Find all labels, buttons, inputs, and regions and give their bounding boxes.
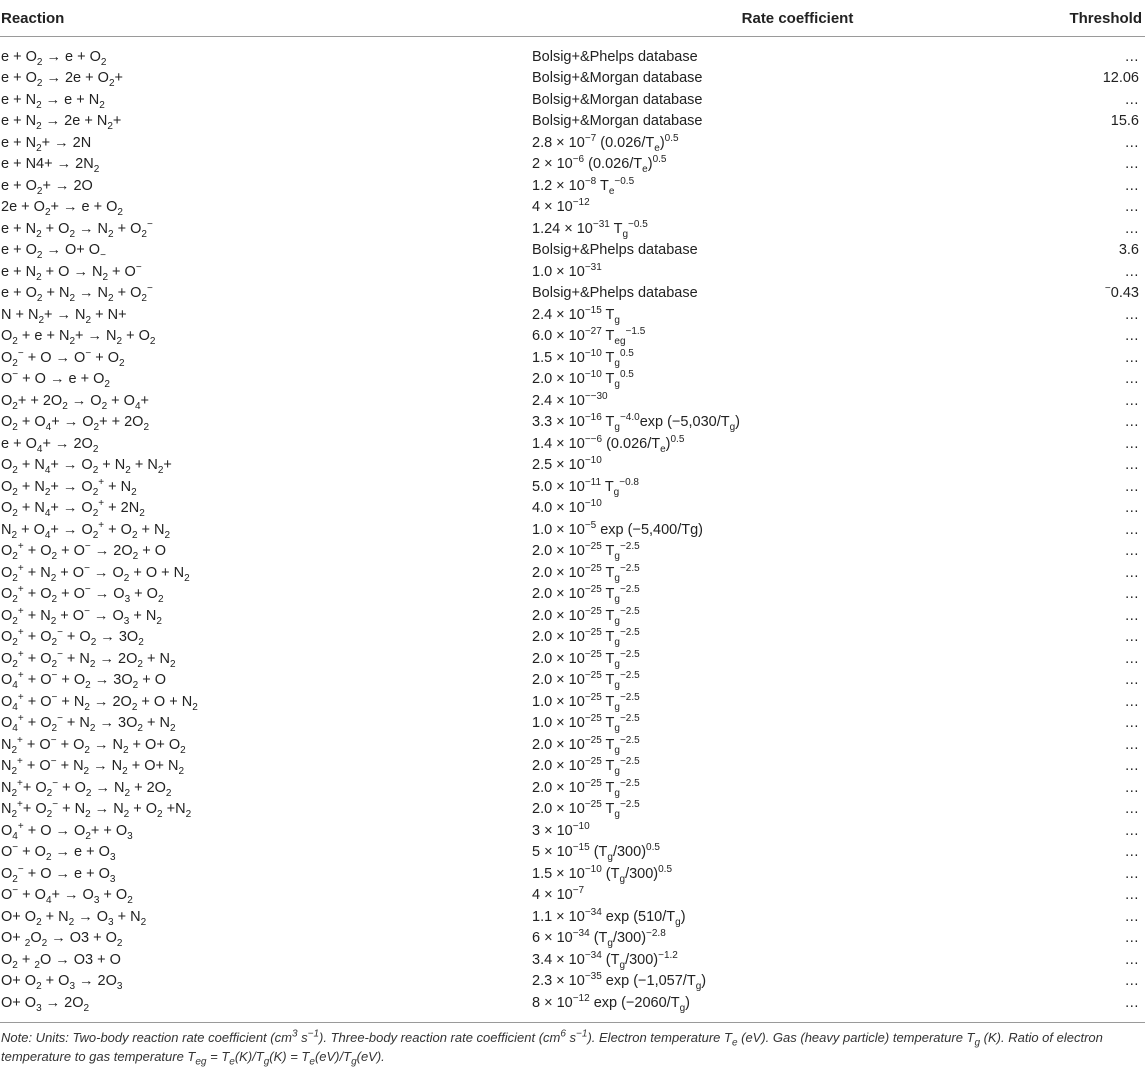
reaction-cell: $e + N4+ \to 2N_2$: [1, 156, 100, 176]
threshold-cell: …: [1124, 586, 1139, 603]
reaction-cell: $O+ O_2 + O_3 \to 2O_3$: [1, 973, 123, 993]
reaction-cell: $O_2 + _2O \to O3 + O$: [1, 951, 121, 971]
table-row: [0, 756, 1145, 778]
table-row: [0, 412, 1145, 434]
table-row: [0, 433, 1145, 455]
table-row: [0, 971, 1145, 993]
reaction-cell: $e + O_2 + N_2 \to N_2 + O_2^-$: [1, 283, 153, 305]
table-row: [0, 455, 1145, 477]
table-row: [0, 713, 1145, 735]
table-row: [0, 562, 1145, 584]
threshold-cell: …: [1124, 844, 1139, 861]
rate-coefficient-cell: $1.0 \times 10^{-31}$: [532, 261, 602, 280]
threshold-cell: …: [1124, 48, 1139, 65]
table-row: [0, 734, 1145, 756]
threshold-cell: …: [1124, 951, 1139, 968]
table-note: Note: Units: Two-body reaction rate coefficient ($cm^3$ $s^{-1}$). Three-body reaction rate coefficient ($cm^6$ $s^{-1}$). Electron temperature $T_e$ (eV). Gas (heavy particle) temperature $T_g$ (K). Ratio of electron temperature to gas temperature $T_{eg} = T_e(K)/T_g(K) = T_e(eV)/T_g(eV)$.: [1, 1028, 1103, 1068]
reaction-cell: $O_2^+ + N_2 + O^- \to O_2 + O + N_2$: [1, 562, 190, 584]
reaction-cell: $e + O_2 \to O+ O_-$: [1, 242, 106, 262]
rate-coefficient-cell: $2.0 \times 10^{-25}$ $T_g^{-2.5}$: [532, 648, 640, 670]
reaction-cell: $N_2^+ + O^- + N_2 \to N_2 + O+ N_2$: [1, 756, 185, 778]
threshold-cell: …: [1124, 887, 1139, 904]
reaction-cell: $O_2^- + O \to O^- + O_2$: [1, 347, 125, 369]
rate-coefficient-cell: $8 \times 10^{-12}$ $\exp (-2060/T_g)$: [532, 992, 690, 1014]
table-row: [0, 777, 1145, 799]
reaction-cell: $O+ O_2 + N_2 \to O_3 + N_2$: [1, 908, 147, 928]
table-row: [0, 89, 1145, 111]
reaction-cell: $O_2^+ + O_2 + O^- \to 2O_2 + O$: [1, 541, 166, 563]
threshold-cell: …: [1124, 865, 1139, 882]
rate-coefficient-cell: $3 \times 10^{-10}$: [532, 820, 590, 839]
table-row: [0, 992, 1145, 1014]
table-row: [0, 476, 1145, 498]
table-row: [0, 648, 1145, 670]
threshold-cell: …: [1124, 91, 1139, 108]
threshold-cell: …: [1124, 930, 1139, 947]
threshold-cell: …: [1124, 521, 1139, 538]
rate-coefficient-cell: $4 \times 10^{-7}$: [532, 885, 585, 904]
reaction-cell: $O^- + O_2 \to e + O_3$: [1, 842, 116, 864]
rate-coefficient-cell: $1.5 \times 10^{-10}$ $T_g^{0.5}$: [532, 347, 634, 369]
reaction-cell: $O^- + O_4+ \to O_3 + O_2$: [1, 885, 133, 907]
table-row: [0, 283, 1145, 305]
threshold-cell: …: [1124, 328, 1139, 345]
table-row: [0, 820, 1145, 842]
threshold-cell: …: [1124, 994, 1139, 1011]
reaction-cell: $e + N_2 \to 2e + N_2+$: [1, 113, 122, 133]
threshold-cell: …: [1124, 629, 1139, 646]
rate-coefficient-cell: $1.0 \times 10^{-25}$ $T_g^{-2.5}$: [532, 691, 640, 713]
table-row: [0, 390, 1145, 412]
reaction-cell: $O_4^+ + O^- + N_2 \to 2O_2 + O + N_2$: [1, 691, 198, 713]
table-row: [0, 304, 1145, 326]
rate-coefficient-cell: $2.0 \times 10^{-25}$ $T_g^{-2.5}$: [532, 777, 640, 799]
threshold-cell: …: [1124, 500, 1139, 517]
rate-coefficient-cell: $2.4 \times 10^{--30}$: [532, 390, 608, 409]
threshold-cell: …: [1124, 801, 1139, 818]
table-row: [0, 799, 1145, 821]
reaction-cell: $O_4^+ + O_2^- + N_2 \to 3O_2 + N_2$: [1, 713, 176, 735]
threshold-cell: 12.06: [1102, 70, 1139, 87]
reaction-cell: $e + N_2 \to e + N_2$: [1, 91, 105, 111]
rate-coefficient-cell: $2 \times 10^{-6}$ $(0.026/T_e)^{0.5}$: [532, 154, 667, 176]
table-row: [0, 519, 1145, 541]
reaction-cell: $N_2^+ + O^- + O_2 \to N_2 + O+ O_2$: [1, 734, 186, 756]
reaction-cell: $O_2 + e + N_2+ \to N_2 + O_2$: [1, 328, 156, 348]
table-row: [0, 627, 1145, 649]
rate-coefficient-cell: $1.4 \times 10^{--6}$ $(0.026/T_e)^{0.5}$: [532, 433, 685, 455]
threshold-cell: …: [1124, 693, 1139, 710]
threshold-cell: …: [1124, 779, 1139, 796]
threshold-cell: …: [1124, 478, 1139, 495]
rate-coefficient-cell: $5 \times 10^{-15}$ $(T_g/300)^{0.5}$: [532, 842, 660, 864]
rate-coefficient-cell: Bolsig+&Morgan database: [532, 113, 703, 130]
table-row: [0, 369, 1145, 391]
threshold-cell: …: [1124, 349, 1139, 366]
table-row: [0, 154, 1145, 176]
rate-coefficient-cell: $2.8 \times 10^{-7}$ $(0.026/T_e)^{0.5}$: [532, 132, 679, 154]
reaction-cell: $e + N_2 + O_2 \to N_2 + O_2^-$: [1, 218, 153, 240]
table-header: [0, 0, 1145, 37]
reaction-cell: $e + N_2+ \to 2N$: [1, 134, 92, 154]
rate-coefficient-cell: $4.0 \times 10^{-10}$: [532, 498, 602, 517]
rate-coefficient-cell: $3.3 \times 10^{-16}$ $T_g^{-4.0}\exp$ $(-5,030/T_g)$: [532, 412, 740, 434]
rate-coefficient-cell: $2.0 \times 10^{-25}$ $T_g^{-2.5}$: [532, 584, 640, 606]
rate-coefficient-cell: Bolsig+&Phelps database: [532, 285, 698, 302]
rate-coefficient-cell: $2.5 \times 10^{-10}$: [532, 455, 602, 474]
threshold-cell: 15.6: [1110, 113, 1139, 130]
table-row: [0, 46, 1145, 68]
reaction-cell: $e + O_4+ \to 2O_2$: [1, 435, 99, 455]
rate-coefficient-cell: $2.0 \times 10^{-25}$ $T_g^{-2.5}$: [532, 627, 640, 649]
threshold-cell: …: [1124, 199, 1139, 216]
reaction-cell: $O_2 + N_2+ \to O_2^+ + N_2$: [1, 476, 137, 498]
reaction-cell: $N_2^++ O_2^- + O_2 \to N_2 + 2O_2$: [1, 777, 172, 799]
threshold-cell: …: [1124, 414, 1139, 431]
threshold-cell: …: [1124, 371, 1139, 388]
header-reaction: Reaction: [0, 0, 530, 37]
table-row: [0, 842, 1145, 864]
table-row: [0, 132, 1145, 154]
threshold-cell: …: [1124, 758, 1139, 775]
reaction-cell: $2e + O_2+ \to e + O_2$: [1, 199, 123, 219]
reaction-cell: $e + N_2 + O \to N_2 + O^-$: [1, 261, 142, 283]
rate-coefficient-cell: $6.0 \times 10^{-27}$ $T_{eg}^{-1.5}$: [532, 326, 646, 348]
rate-coefficient-cell: $1.1 \times 10^{-34}$ $\exp (510/T_g)$: [532, 906, 686, 928]
rate-coefficient-cell: $2.0 \times 10^{-25}$ $T_g^{-2.5}$: [532, 541, 640, 563]
table-row: [0, 240, 1145, 262]
table-row: [0, 111, 1145, 133]
header-threshold: Threshold: [1065, 0, 1145, 37]
table-row: [0, 541, 1145, 563]
threshold-cell: …: [1124, 543, 1139, 560]
threshold-cell: …: [1124, 220, 1139, 237]
reaction-cell: $O^- + O \to e + O_2$: [1, 369, 110, 391]
reaction-cell: $O_2^+ + O_2^- + O_2 \to 3O_2$: [1, 627, 144, 649]
reaction-cell: $N_2^++ O_2^- + N_2 \to N_2 + O_2 +N_2$: [1, 799, 192, 821]
reaction-cell: $O+ O_3 \to 2O_2$: [1, 994, 90, 1014]
threshold-cell: …: [1124, 435, 1139, 452]
table-row: [0, 906, 1145, 928]
threshold-cell: …: [1124, 306, 1139, 323]
table-row: [0, 605, 1145, 627]
threshold-cell: …: [1124, 134, 1139, 151]
threshold-cell: …: [1124, 672, 1139, 689]
table-row: [0, 691, 1145, 713]
threshold-cell: …: [1124, 908, 1139, 925]
table-row: [0, 670, 1145, 692]
table-row: [0, 175, 1145, 197]
table-row: [0, 68, 1145, 90]
table-row: [0, 347, 1145, 369]
reaction-cell: $e + O_2+ \to 2O$: [1, 177, 93, 197]
threshold-cell: …: [1124, 564, 1139, 581]
rate-coefficient-cell: $2.0 \times 10^{-25}$ $T_g^{-2.5}$: [532, 670, 640, 692]
threshold-cell: …: [1124, 973, 1139, 990]
reaction-cell: $N_2 + O_4+ \to O_2^+ + O_2 + N_2$: [1, 519, 171, 541]
rate-coefficient-cell: $2.0 \times 10^{-25}$ $T_g^{-2.5}$: [532, 756, 640, 778]
rate-coefficient-cell: $2.0 \times 10^{-25}$ $T_g^{-2.5}$: [532, 799, 640, 821]
reaction-cell: $O_2^+ + O_2 + O^- \to O_3 + O_2$: [1, 584, 164, 606]
rate-coefficient-cell: $2.4 \times 10^{-15}$ $T_g$: [532, 304, 620, 326]
rate-coefficient-cell: $2.0 \times 10^{-25}$ $T_g^{-2.5}$: [532, 605, 640, 627]
table-row: [0, 885, 1145, 907]
table-body: [0, 37, 1145, 1023]
threshold-cell: …: [1124, 457, 1139, 474]
rate-coefficient-cell: Bolsig+&Morgan database: [532, 91, 703, 108]
threshold-cell: …: [1124, 263, 1139, 280]
rate-coefficient-cell: $5.0 \times 10^{-11}$ $T_g^{-0.8}$: [532, 476, 639, 498]
table-row: [0, 498, 1145, 520]
rate-coefficient-cell: $2.0 \times 10^{-25}$ $T_g^{-2.5}$: [532, 734, 640, 756]
threshold-cell: …: [1124, 392, 1139, 409]
table-row: [0, 218, 1145, 240]
rate-coefficient-cell: $6 \times 10^{-34}$ $(T_g/300)^{-2.8}$: [532, 928, 666, 950]
rate-coefficient-cell: $1.5 \times 10^{-10}$ $(T_g/300)^{0.5}$: [532, 863, 673, 885]
table-row: [0, 949, 1145, 971]
table-row: [0, 261, 1145, 283]
threshold-cell: …: [1124, 822, 1139, 839]
threshold-cell: …: [1124, 177, 1139, 194]
threshold-cell: −0.43: [1104, 283, 1139, 302]
reaction-cell: $O_4^+ + O \to O_2+ + O_3$: [1, 820, 133, 842]
header-rate-coefficient: Rate coefficient: [530, 0, 1065, 37]
rate-coefficient-cell: $1.0 \times 10^{-25}$ $T_g^{-2.5}$: [532, 713, 640, 735]
reaction-cell: $O_2+ + 2O_2 \to O_2 + O_4+$: [1, 392, 149, 412]
table-row: [0, 197, 1145, 219]
rate-coefficient-cell: $3.4 \times 10^{-34}$ $(T_g/300)^{-1.2}$: [532, 949, 678, 971]
reaction-cell: $O_2 + N_4+ \to O_2 + N_2 + N_2+$: [1, 457, 172, 477]
rate-coefficient-cell: $1.24 \times 10^{-31}$ $T_g^{-0.5}$: [532, 218, 648, 240]
reaction-cell: $O+ _2O_2 \to O3 + O_2$: [1, 930, 123, 950]
rate-coefficient-cell: $1.0 \times 10^{-5}$ exp (−5,400/Tg): [532, 519, 704, 538]
rate-coefficient-cell: $2.0 \times 10^{-25}$ $T_g^{-2.5}$: [532, 562, 640, 584]
reaction-cell: $O_4^+ + O^- + O_2 \to 3O_2 + O$: [1, 670, 166, 692]
rate-coefficient-cell: Bolsig+&Phelps database: [532, 242, 698, 259]
threshold-cell: …: [1124, 715, 1139, 732]
reaction-cell: $e + O_2 \to 2e + O_2+$: [1, 70, 123, 90]
reaction-cell: $O_2^+ + N_2 + O^- \to O_3 + N_2$: [1, 605, 162, 627]
rate-coefficient-cell: Bolsig+&Phelps database: [532, 48, 698, 65]
rate-coefficient-cell: Bolsig+&Morgan database: [532, 70, 703, 87]
reaction-cell: $O_2 + N_4+ \to O_2^+ + 2N_2$: [1, 498, 145, 520]
rate-coefficient-cell: $2.0 \times 10^{-10}$ $T_g^{0.5}$: [532, 369, 634, 391]
threshold-cell: 3.6: [1118, 242, 1139, 259]
rate-coefficient-cell: $4 \times 10^{-12}$: [532, 197, 590, 216]
threshold-cell: …: [1124, 650, 1139, 667]
rate-coefficient-cell: $1.2 \times 10^{-8}$ $T_e^{-0.5}$: [532, 175, 635, 197]
table-row: [0, 326, 1145, 348]
reaction-cell: $O_2^- + O \to e + O_3$: [1, 863, 116, 885]
threshold-cell: …: [1124, 607, 1139, 624]
table-row: [0, 928, 1145, 950]
reaction-cell: $N + N_2+ \to N_2 + N+$: [1, 306, 127, 326]
threshold-cell: …: [1124, 736, 1139, 753]
table-row: [0, 584, 1145, 606]
reaction-cell: $O_2^+ + O_2^- + N_2 \to 2O_2 + N_2$: [1, 648, 176, 670]
reaction-cell: $e + O_2 \to e + O_2$: [1, 48, 107, 68]
rate-coefficient-cell: $2.3 \times 10^{-35}$ $\exp (-1,057/T_g)$: [532, 971, 707, 993]
threshold-cell: …: [1124, 156, 1139, 173]
table-row: [0, 863, 1145, 885]
reaction-cell: $O_2 + O_4+ \to O_2+ + 2O_2$: [1, 414, 149, 434]
